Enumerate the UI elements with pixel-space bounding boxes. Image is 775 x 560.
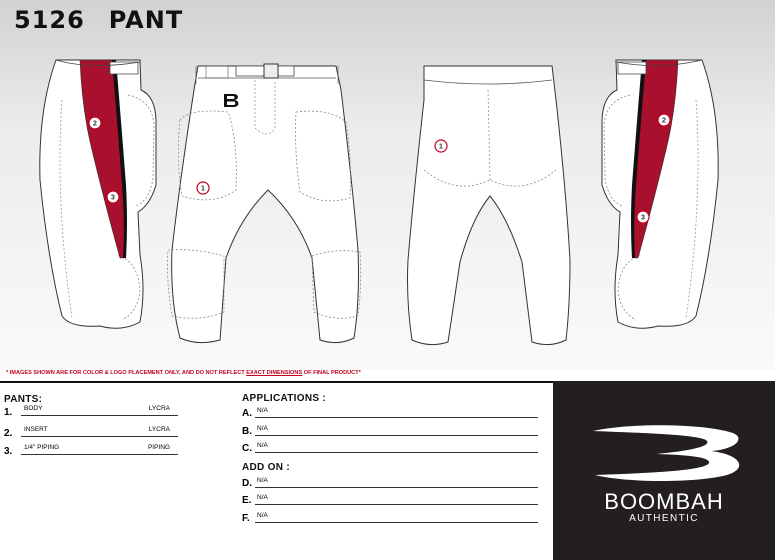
addon-letter: F.	[242, 513, 250, 524]
svg-text:3: 3	[111, 194, 115, 202]
application-row	[242, 424, 538, 440]
pants-row-name: BODY	[24, 405, 43, 412]
pants-row-name: INSERT	[24, 426, 48, 433]
pants-row-material: PIPING	[147, 444, 170, 451]
addon-value: N/A	[257, 512, 268, 519]
callout-2-right	[658, 114, 670, 126]
callout-2-left	[89, 117, 101, 129]
application-row	[242, 441, 538, 457]
callout-1-back	[435, 140, 447, 152]
pants-row-number: 1.	[4, 407, 13, 418]
placement-disclaimer	[6, 370, 361, 376]
pants-row-name: 1/4" PIPING	[24, 444, 60, 451]
addon-row	[242, 511, 538, 527]
disclaimer-text: * IMAGES SHOWN ARE FOR COLOR & LOGO PLACEMENT ONLY, AND DO NOT REFLECT	[6, 370, 247, 376]
style-number: 5126	[14, 6, 85, 34]
addon-row	[242, 493, 538, 509]
pants-heading: PANTS:	[4, 394, 43, 405]
pants-row	[4, 444, 178, 460]
pants-row-number: 2.	[4, 428, 13, 439]
application-value: N/A	[257, 442, 268, 449]
pants-row	[4, 426, 178, 442]
section-divider	[0, 381, 553, 383]
pants-row	[4, 405, 178, 421]
disclaimer-emphasis: EXACT DIMENSIONS	[246, 370, 303, 376]
addon-letter: D.	[242, 478, 252, 489]
brand-tagline: AUTHENTIC	[629, 513, 699, 524]
callout-3-right	[637, 211, 649, 223]
addon-row	[242, 476, 538, 492]
addon-value: N/A	[257, 477, 268, 484]
svg-text:1: 1	[201, 185, 205, 193]
brand-name: BOOMBAH	[604, 489, 724, 514]
disclaimer-text-end: OF FINAL PRODUCT*	[302, 370, 361, 376]
front-view	[168, 64, 361, 343]
callout-1-front	[197, 182, 209, 194]
svg-text:2: 2	[93, 120, 97, 128]
left-side-view	[40, 60, 156, 328]
applications-heading: APPLICATIONS :	[242, 393, 327, 404]
addon-heading: ADD ON :	[242, 462, 290, 473]
right-side-view	[602, 60, 718, 328]
application-letter: C.	[242, 443, 252, 454]
addon-value: N/A	[257, 494, 268, 501]
application-value: N/A	[257, 425, 268, 432]
double-b-logo-icon	[587, 425, 743, 481]
application-value: N/A	[257, 407, 268, 414]
callout-3-left	[107, 191, 119, 203]
brand-panel	[553, 381, 775, 560]
application-row	[242, 406, 538, 422]
application-letter: B.	[242, 426, 252, 437]
front-body	[172, 66, 359, 343]
pants-row-material: LYCRA	[148, 405, 170, 412]
back-body	[408, 66, 571, 345]
back-view	[408, 66, 571, 345]
pants-row-material: LYCRA	[148, 426, 170, 433]
addon-letter: E.	[242, 495, 252, 506]
svg-text:3: 3	[641, 214, 645, 222]
pants-row-number: 3.	[4, 446, 13, 457]
application-letter: A.	[242, 408, 252, 419]
svg-text:2: 2	[662, 117, 666, 125]
style-name: PANT	[108, 6, 184, 34]
svg-text:1: 1	[439, 143, 443, 151]
